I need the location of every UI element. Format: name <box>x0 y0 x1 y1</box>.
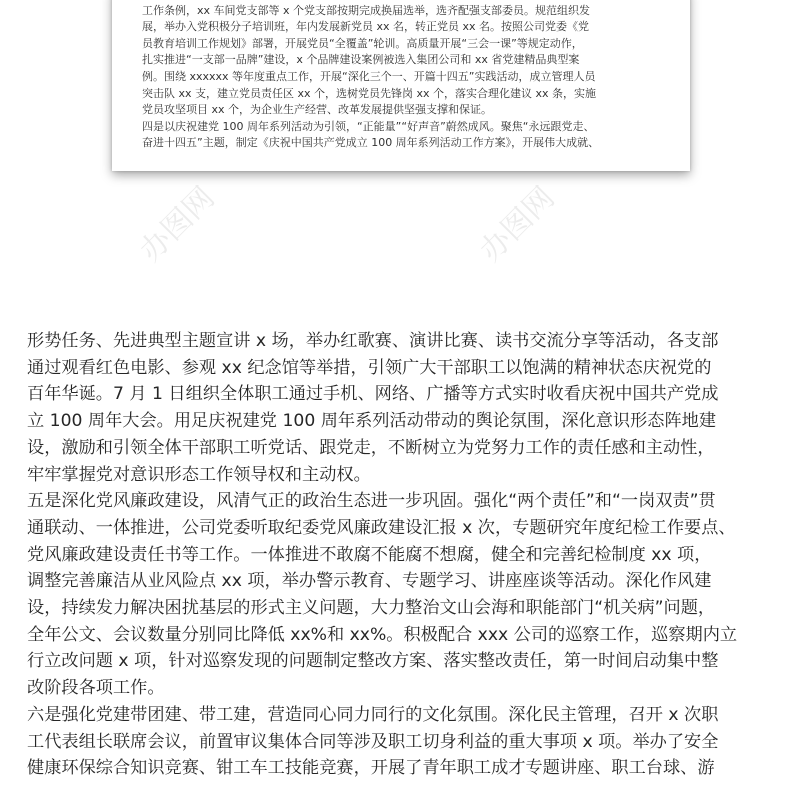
body-line: 立 100 周年大会。用足庆祝建党 100 周年系列活动带动的舆论氛围，深化意识形态阵地建 <box>27 411 717 432</box>
body-line: 全年公文、会议数量分别同比降低 xx%和 xx%。积极配合 xxx 公司的巡察工作，巡察期内立 <box>27 624 738 645</box>
paper-line: 例。围绕 xxxxxx 等年度重点工作，开展“深化三个一、开篇十四五”实践活动，成立管理人员 <box>142 69 596 83</box>
body-line: 健康环保综合知识竞赛、钳工车工技能竞赛，开展了青年职工成才专题讲座、职工台球、游 <box>27 758 715 779</box>
paper-line: 四是以庆祝建党 100 周年系列活动为引领，“正能量”“好声音”蔚然成风。聚焦“永远跟党走、 <box>142 119 595 133</box>
paper-line: 突击队 xx 支，建立党员责任区 xx 个，选树党员先锋岗 xx 个，落实合理化建议 xx 条，实施 <box>142 86 597 100</box>
body-line: 工代表组长联席会议，前置审议集体合同等涉及职工切身利益的重大事项 x 项。举办了安全 <box>27 731 719 752</box>
body-line: 行立改问题 x 项，针对巡察发现的问题制定整改方案、落实整改责任，第一时间启动集中整 <box>27 651 719 672</box>
body-line: 通过观看红色电影、参观 xx 纪念馆等举措，引领广大干部职工以饱满的精神状态庆祝党的 <box>27 357 712 378</box>
body-line: 六是强化党建带团建、带工建，营造同心同力同行的文化氛围。深化民主管理，召开 x 次职 <box>27 704 719 725</box>
body-line: 调整完善廉洁从业风险点 xx 项，举办警示教育、专题学习、讲座座谈等活动。深化作风建 <box>27 571 712 592</box>
body-text <box>27 328 777 782</box>
body-line: 五是深化党风廉政建设，风清气正的政治生态进一步巩固。强化“两个责任”和“一岗双责”贯 <box>27 491 716 512</box>
paper-preview-card <box>112 0 690 171</box>
body-line: 党风廉政建设责任书等工作。一体推进不敢腐不能腐不想腐，健全和完善纪检制度 xx 项， <box>27 544 712 565</box>
paper-line: 工作条例，xx 车间党支部等 x 个党支部按期完成换届选举，选齐配强支部委员。规范组织发 <box>142 3 591 17</box>
body-line: 牢牢掌握党对意识形态工作领导权和主动权。 <box>27 464 371 485</box>
body-line: 通联动、一体推进，公司党委听取纪委党风廉政建设汇报 x 次，专题研究年度纪检工作要点、 <box>27 517 736 538</box>
paper-line: 扎实推进“一支部一品牌”建设，x 个品牌建设案例被选入集团公司和 xx 省党建精品典型案 <box>142 53 580 67</box>
body-line: 形势任务、先进典型主题宣讲 x 场，举办红歌赛、演讲比赛、读书交流分享等活动，各支部 <box>27 331 719 351</box>
paper-line: 党员攻坚项目 xx 个，为企业生产经营、改革发展提供坚强支撑和保证。 <box>142 103 493 117</box>
body-line: 改阶段各项工作。 <box>27 678 165 699</box>
paper-line: 奋进十四五”主题，制定《庆祝中国共产党成立 100 周年系列活动工作方案》，开展伟大成就、 <box>142 136 600 150</box>
body-line: 百年华诞。7 月 1 日组织全体职工通过手机、网络、广播等方式实时收看庆祝中国共产党成 <box>27 384 719 405</box>
paper-preview-text <box>142 0 664 152</box>
paper-line: 员教育培训工作规划》部署，开展党员“全覆盖”轮训。高质量开展“三会一课”等规定动作， <box>142 36 583 50</box>
body-line: 设，持续发力解决困扰基层的形式主义问题，大力整治文山会海和职能部门“机关病”问题， <box>27 598 716 619</box>
watermark: 办图网 <box>133 180 222 269</box>
paper-line: 展，举办入党积极分子培训班，年内发展新党员 xx 名，转正党员 xx 名。按照公司党委《党 <box>142 20 590 34</box>
watermark: 办图网 <box>473 180 562 269</box>
body-line: 设，激励和引领全体干部职工听党话、跟党走，不断树立为党努力工作的责任感和主动性， <box>27 437 715 458</box>
